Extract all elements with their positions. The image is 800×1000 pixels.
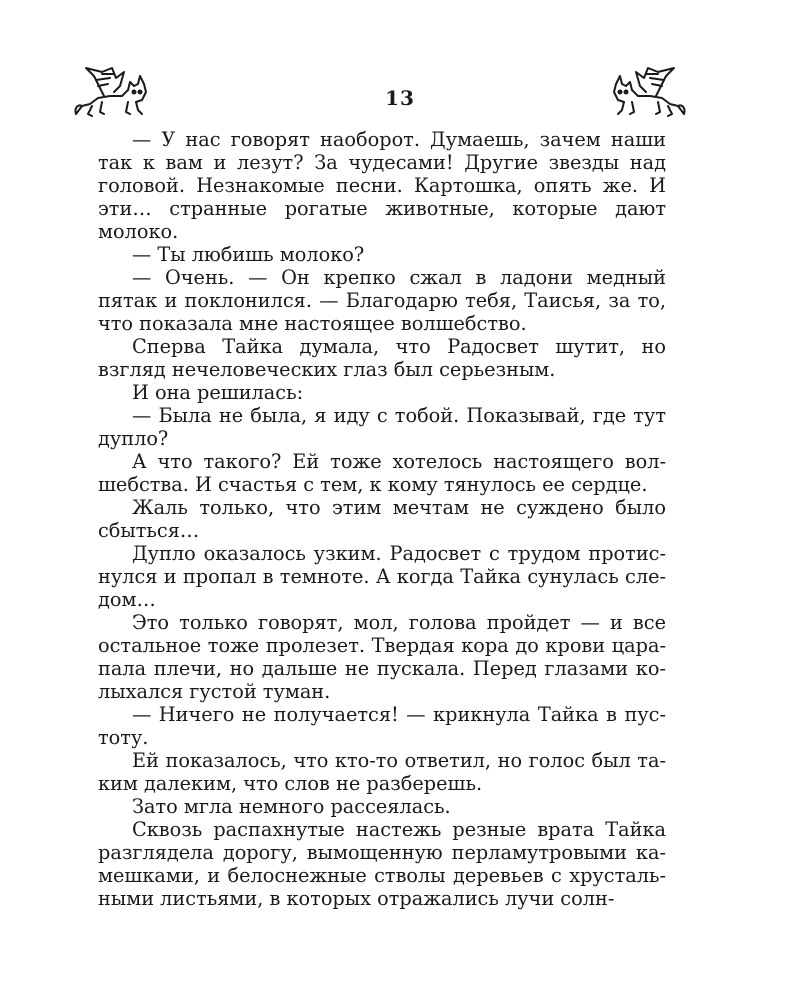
- body-text: [98, 128, 666, 910]
- paragraph: А что такого? Ей тоже хотелось настоящего волшебства. И счастья с тем, к кому тянулось ее сердце.: [98, 450, 666, 496]
- paragraph: Ей показалось, что кто-то ответил, но голос был таким далеким, что слов не разберешь.: [98, 749, 666, 795]
- paragraph: Это только говорят, мол, голова пройдет — и все остальное тоже пролезет. Твердая кора до крови царапала плечи, но дальше не пускала. Перед глазами колыхался густой туман.: [98, 611, 666, 703]
- paragraph: Сперва Тайка думала, что Радосвет шутит, но взгляд нечеловеческих глаз был серьезным.: [98, 335, 666, 381]
- paragraph: — У нас говорят наоборот. Думаешь, зачем наши так к вам и лезут? За чудесами! Другие звезды над головой. Незнакомые песни. Картошка, опять же. И эти… странные рогатые животные, которые дают молоко.: [98, 128, 666, 243]
- page-number: 13: [385, 86, 415, 110]
- winged-cat-ornament-icon: [608, 62, 688, 118]
- paragraph: — Была не была, я иду с тобой. Показывай, где тут дупло?: [98, 404, 666, 450]
- paragraph: Жаль только, что этим мечтам не суждено было сбыться…: [98, 496, 666, 542]
- paragraph: — Ничего не получается! — крикнула Тайка в пустоту.: [98, 703, 666, 749]
- paragraph: Дупло оказалось узким. Радосвет с трудом протиснулся и пропал в темноте. А когда Тайка сунулась следом…: [98, 542, 666, 611]
- paragraph: Зато мгла немного рассеялась.: [132, 795, 451, 818]
- paragraph: И она решилась:: [132, 381, 304, 404]
- paragraph: Сквозь распахнутые настежь резные врата Тайка разглядела дорогу, вымощенную перламутровыми камешками, и белоснежные стволы деревьев с хрустальными листьями, в которых отражались лучи солн-: [98, 818, 666, 910]
- paragraph: — Ты любишь молоко?: [132, 243, 365, 266]
- paragraph: — Очень. — Он крепко сжал в ладони медный пятак и поклонился. — Благодарю тебя, Таисья, за то, что показала мне настоящее волшебство.: [98, 266, 666, 335]
- page-header: [0, 62, 800, 122]
